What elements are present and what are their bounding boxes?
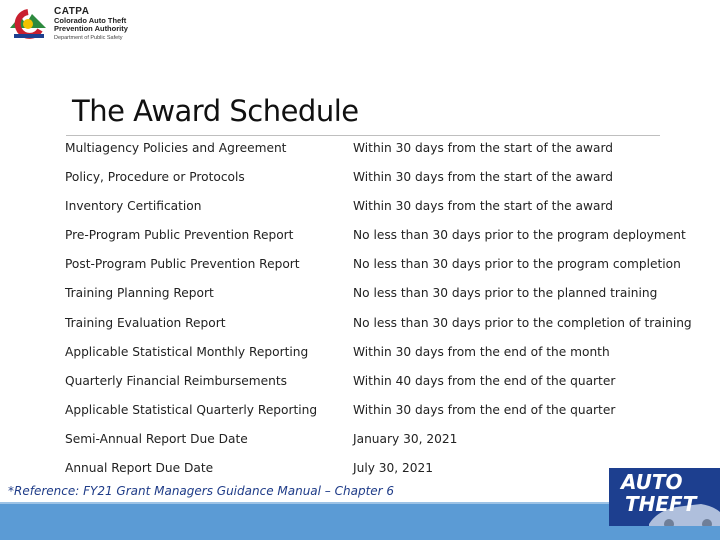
schedule-row xyxy=(65,338,705,367)
badge-auto: AUTO xyxy=(621,470,683,494)
schedule-due: January 30, 2021 xyxy=(353,431,458,446)
schedule-row xyxy=(65,192,705,221)
page-title: The Award Schedule xyxy=(72,94,359,128)
award-schedule-table xyxy=(65,134,705,483)
schedule-due: Within 40 days from the end of the quarter xyxy=(353,373,616,388)
schedule-item: Annual Report Due Date xyxy=(65,461,214,476)
schedule-item: Training Evaluation Report xyxy=(65,315,226,330)
auto-theft-badge xyxy=(609,468,720,526)
schedule-due: No less than 30 days prior to the program deployment xyxy=(353,228,686,243)
logo-acronym: CATPA xyxy=(54,6,90,17)
schedule-item: Applicable Statistical Monthly Reporting xyxy=(65,344,309,359)
schedule-item: Applicable Statistical Quarterly Reporting xyxy=(65,402,318,417)
schedule-item: Inventory Certification xyxy=(65,199,202,214)
schedule-due: Within 30 days from the start of the award xyxy=(353,170,613,185)
schedule-row xyxy=(65,279,705,308)
schedule-item: Policy, Procedure or Protocols xyxy=(65,170,245,185)
schedule-row xyxy=(65,425,705,454)
schedule-due: Within 30 days from the start of the award xyxy=(353,141,613,155)
reference-note: *Reference: FY21 Grant Managers Guidance Manual – Chapter 6 xyxy=(8,484,395,498)
schedule-due: Within 30 days from the end of the month xyxy=(353,344,610,359)
schedule-due: July 30, 2021 xyxy=(353,461,434,476)
catpa-logo xyxy=(6,4,146,46)
logo-line-2: Prevention Authority xyxy=(54,24,128,33)
logo-text xyxy=(54,7,128,43)
schedule-row xyxy=(65,163,705,192)
schedule-row xyxy=(65,250,705,279)
schedule-row xyxy=(65,134,705,163)
logo-line-1: Colorado Auto Theft xyxy=(54,16,127,25)
badge-theft: THEFT xyxy=(625,492,697,516)
schedule-due: No less than 30 days prior to the completion of training xyxy=(353,315,692,330)
schedule-due: No less than 30 days prior to the program completion xyxy=(353,257,681,272)
schedule-item: Pre-Program Public Prevention Report xyxy=(65,228,294,243)
logo-dept: Department of Public Safety xyxy=(54,35,123,41)
schedule-item: Training Planning Report xyxy=(65,286,214,301)
colorado-c-icon xyxy=(6,4,50,44)
schedule-due: Within 30 days from the end of the quarter xyxy=(353,402,616,417)
schedule-item: Multiagency Policies and Agreement xyxy=(65,141,287,155)
schedule-item: Quarterly Financial Reimbursements xyxy=(65,373,288,388)
schedule-row xyxy=(65,367,705,396)
schedule-row xyxy=(65,309,705,338)
schedule-row xyxy=(65,221,705,250)
schedule-row xyxy=(65,396,705,425)
schedule-item: Semi-Annual Report Due Date xyxy=(65,431,248,446)
schedule-due: Within 30 days from the start of the award xyxy=(353,199,613,214)
schedule-due: No less than 30 days prior to the planned training xyxy=(353,286,658,301)
schedule-item: Post-Program Public Prevention Report xyxy=(65,257,300,272)
